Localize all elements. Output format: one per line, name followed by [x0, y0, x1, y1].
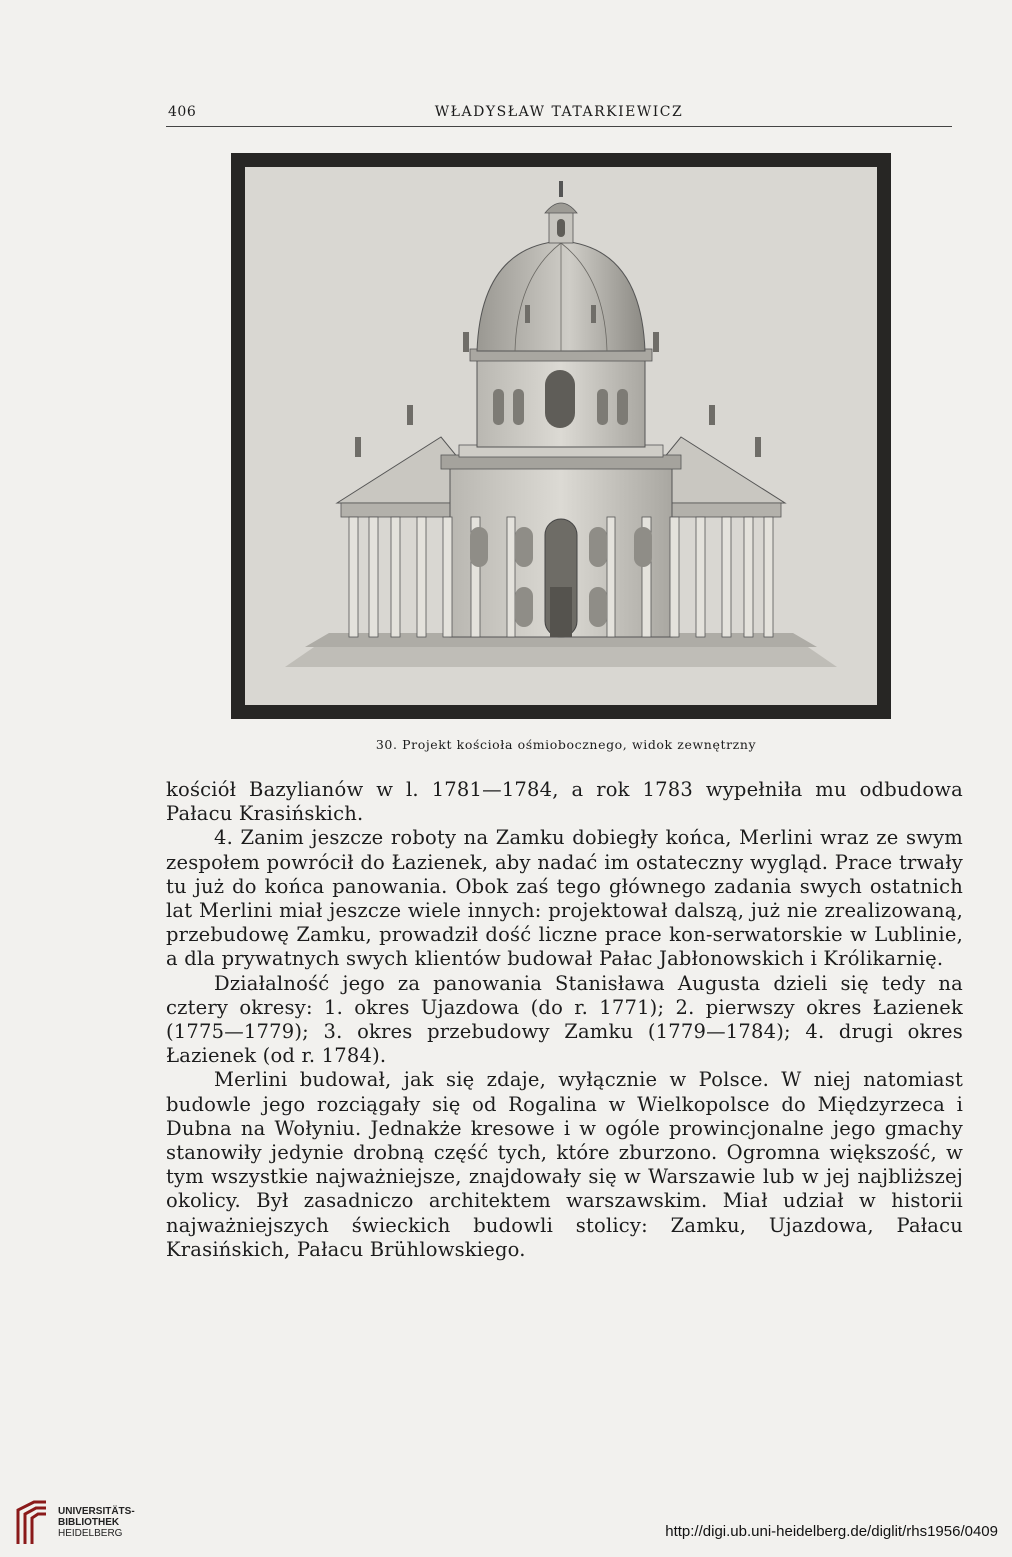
- paragraph: kościół Bazylianów w l. 1781—1784, a rok 1783 wypełniła mu odbudowa Pałacu Krasińskich.: [166, 778, 963, 826]
- body-text: [166, 778, 963, 1262]
- library-name-line3: HEIDELBERG: [58, 1528, 123, 1539]
- library-name-line2: BIBLIOTHEK: [58, 1517, 120, 1528]
- page-number: 406: [168, 104, 197, 120]
- library-emblem-icon: [14, 1500, 50, 1546]
- library-name: [58, 1506, 135, 1539]
- running-title: WŁADYSŁAW TATARKIEWICZ: [434, 104, 684, 120]
- paragraph: Działalność jego za panowania Stanisława Augusta dzieli się tedy na cztery okresy: 1. okres Ujazdowa (do r. 1771); 2. pierwszy okres Łazienek (1775—1779); 3. okres przebudowy Zamku (1779—1784); 4. drugi okres Łazienek (od r. 1784).: [166, 971, 963, 1068]
- paragraph: 4. Zanim jeszcze roboty na Zamku dobiegły końca, Merlini wraz ze swym zespołem powrócił do Łazienek, aby nadać im ostateczny wygląd. Prace trwały tu już do końca panowania. Obok zaś tego głównego zadania swych ostatnich lat Merlini miał jeszcze wiele innych: projektował dalszą, już nie zrealizowaną, przebudowę Zamku, prowadził dość liczne prace kon-serwatorskie w Lublinie, a dla prywatnych swych klientów budował Pałac Jabłonowskich i Królikarnię.: [166, 826, 963, 971]
- library-name-line1: UNIVERSITÄTS-: [58, 1506, 135, 1517]
- church-illustration: [245, 167, 877, 705]
- source-url-link[interactable]: http://digi.ub.uni-heidelberg.de/diglit/rhs1956/0409: [665, 1523, 998, 1540]
- figure-caption: 30. Projekt kościoła ośmiobocznego, widok zewnętrzny: [375, 737, 757, 752]
- paragraph: Merlini budował, jak się zdaje, wyłącznie w Polsce. W niej natomiast budowle jego rozciągały się od Rogalina w Wielkopolsce do Międzyrzeca i Dubna na Wołyniu. Jednakże kresowe i w ogóle prowincjonalne jego gmachy stanowiły jedynie drobną część tych, które zburzono. Ogromna większość, w tym wszystkie najważniejsze, znajdowały się w Warszawie lub w jej najbliższej okolicy. Był zasadniczo architektem warszawskim. Miał udział w historii najważniejszych świeckich budowli stolicy: Zamku, Ujazdowa, Pałacu Krasińskich, Pałacu Brühlowskiego.: [166, 1068, 963, 1261]
- library-logo[interactable]: [14, 1500, 174, 1546]
- running-head: [166, 104, 952, 127]
- octagonal-church-drawing: [245, 167, 877, 705]
- figure-plate: [231, 153, 891, 719]
